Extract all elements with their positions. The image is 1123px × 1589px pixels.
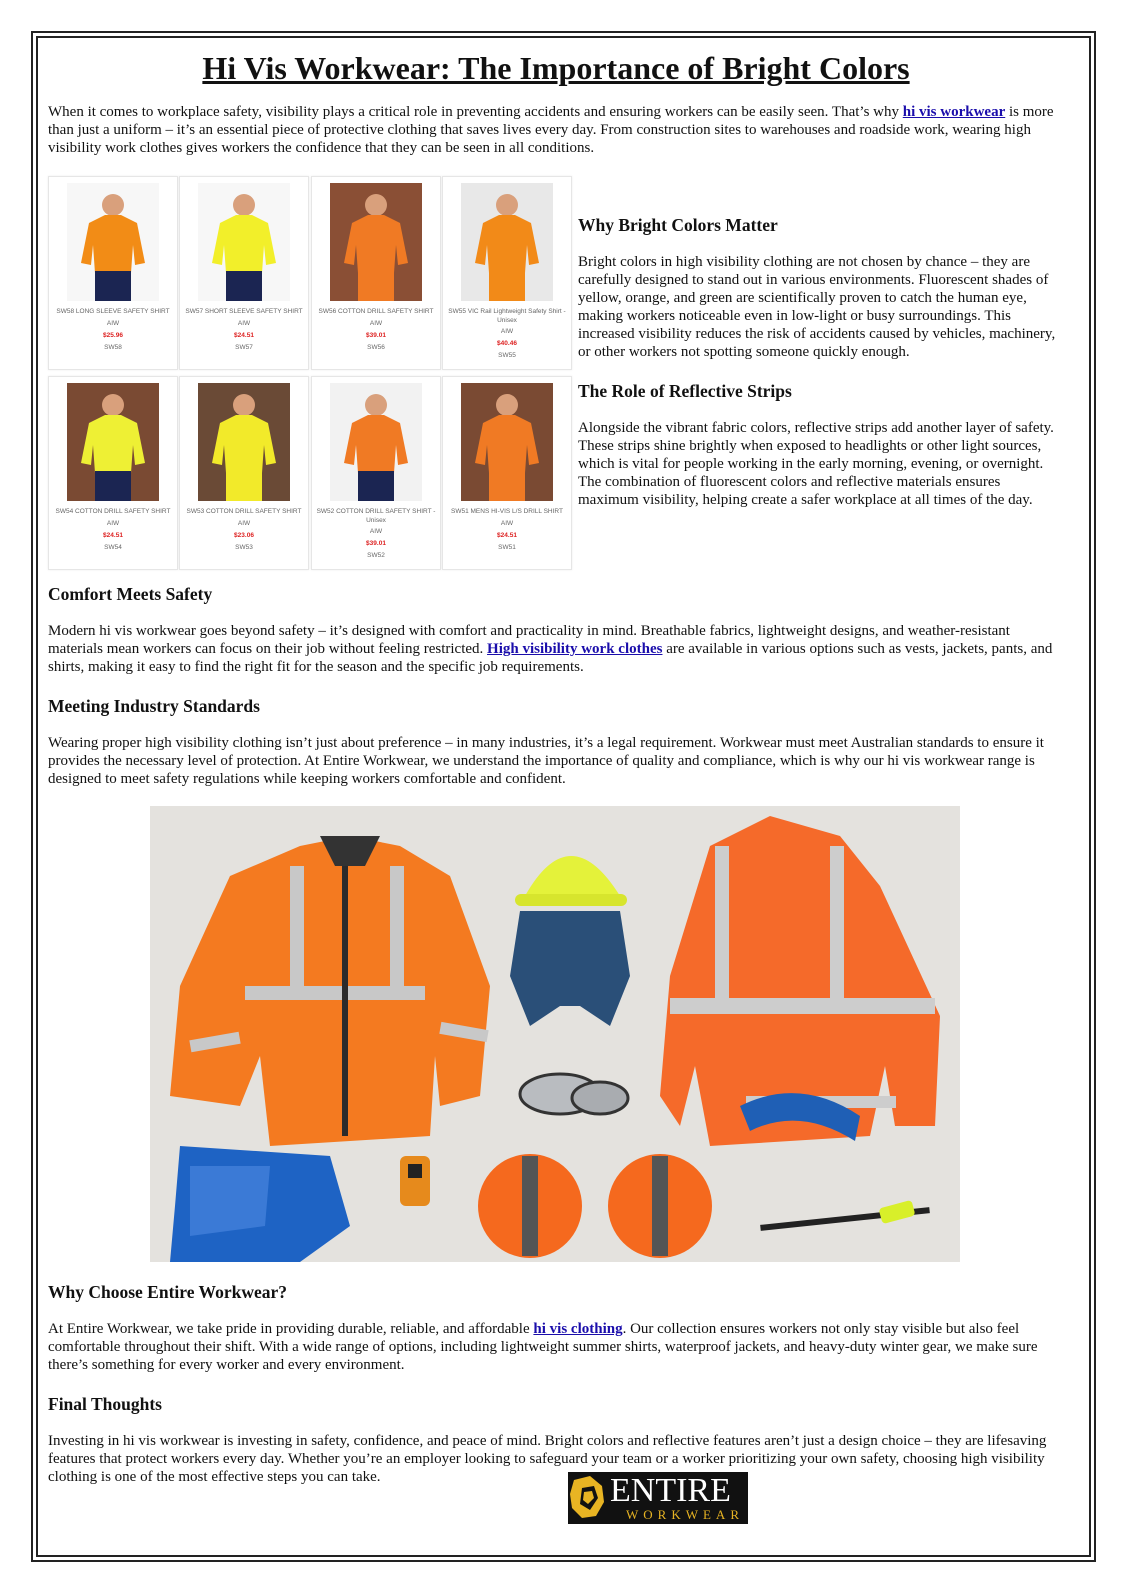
workwear-gear-illustration (150, 806, 960, 1262)
product-card[interactable] (179, 376, 309, 570)
intro-text-post: is more than just a uniform – it’s an essential piece of protective clothing that saves lives every day. From construction sites to warehouses and roadside work, wearing high visibility work clothes gives workers the confidence that they can be seen in all conditions. (48, 104, 1054, 156)
product-card[interactable] (311, 176, 441, 370)
why-bright-section (578, 214, 1062, 361)
product-photo[interactable] (461, 383, 553, 501)
choose-text-pre: At Entire Workwear, we take pride in providing durable, reliable, and affordable (48, 1321, 534, 1337)
intro-paragraph (48, 103, 1064, 157)
product-price: $24.51 (103, 532, 123, 539)
page-title-wrap (48, 48, 1064, 88)
choose-text-post: . Our collection ensures workers not only stay visible but also feel comfortable throughout their shift. With a wide range of options, including lightweight summer shirts, waterproof jackets, and heavy-duty winter gear, we make sure there’s something for every worker and every environment. (48, 1321, 1038, 1373)
product-brand: AIW (106, 320, 120, 327)
product-photo[interactable] (461, 183, 553, 301)
product-name: SW57 SHORT SLEEVE SAFETY SHIRT (185, 308, 303, 315)
product-price: $23.06 (234, 532, 254, 539)
product-brand: AIW (106, 520, 120, 527)
product-photo[interactable] (198, 183, 290, 301)
hi-vis-clothing-link[interactable]: hi vis clothing (533, 1321, 623, 1337)
choose-body (48, 1320, 1064, 1374)
product-name: SW53 COTTON DRILL SAFETY SHIRT (186, 508, 302, 515)
product-price: $39.01 (366, 540, 386, 547)
standards-heading: Meeting Industry Standards (48, 696, 260, 716)
product-photo[interactable] (67, 183, 159, 301)
product-photo[interactable] (198, 383, 290, 501)
workwear-gear-photo (150, 806, 960, 1262)
product-code: SW54 (104, 544, 122, 551)
final-section (48, 1393, 1064, 1486)
product-photo[interactable] (330, 383, 422, 501)
standards-section (48, 695, 1064, 788)
product-code: SW57 (235, 344, 253, 351)
why-bright-body: Bright colors in high visibility clothing are not chosen by chance – they are carefully designed to stand out in various environments. Fluorescent shades of yellow, orange, and green are scientifically proven to catch the human eye, making workers noticeable even in low-light or busy surroundings. This increased visibility reduces the risk of accidents caused by vehicles, machinery, or other workers not spotting someone quickly enough. (578, 254, 1056, 360)
logo-main-text: ENTIRE (610, 1472, 731, 1509)
hi-vis-workwear-link[interactable]: hi vis workwear (902, 104, 1006, 120)
intro-text-pre: When it comes to workplace safety, visibility plays a critical role in preventing accidents and ensuring workers can be easily seen. That’s why (48, 104, 903, 120)
product-code: SW56 (367, 344, 385, 351)
product-card[interactable] (311, 376, 441, 570)
product-card[interactable] (442, 176, 572, 370)
radio-device (400, 1156, 430, 1206)
product-price: $39.01 (366, 332, 386, 339)
product-brand: AIW (369, 528, 383, 535)
reflective-heading: The Role of Reflective Strips (578, 381, 792, 401)
choose-section (48, 1281, 1064, 1374)
product-name: SW55 VIC Rail Lightweight Safety Shirt - Unisex (448, 308, 566, 324)
blue-bag (170, 1146, 350, 1262)
high-visibility-work-clothes-link[interactable]: High visibility work clothes (487, 641, 663, 657)
product-code: SW55 (498, 352, 516, 359)
final-heading: Final Thoughts (48, 1394, 162, 1414)
choose-heading: Why Choose Entire Workwear? (48, 1282, 288, 1302)
product-card[interactable] (48, 376, 178, 570)
product-code: SW58 (104, 344, 122, 351)
logo-sub-text: WORKWEAR (626, 1507, 744, 1522)
product-grid (48, 176, 566, 570)
standards-body: Wearing proper high visibility clothing isn’t just about preference – in many industries, it’s a legal requirement. Workwear must meet Australian standards to ensure it provides the necessary level of protection. At Entire Workwear, we understand the importance of quality and compliance, which is why our hi vis workwear range is designed to meet safety regulations while keeping workers comfortable and confident. (48, 735, 1044, 787)
product-price: $40.46 (497, 340, 517, 347)
product-name: SW54 COTTON DRILL SAFETY SHIRT (55, 508, 171, 515)
product-brand: AIW (500, 328, 514, 335)
product-photo[interactable] (330, 183, 422, 301)
product-brand: AIW (237, 520, 251, 527)
entire-workwear-logo (568, 1472, 748, 1524)
intro-wrap (48, 103, 1064, 157)
product-price: $25.96 (103, 332, 123, 339)
comfort-section (48, 583, 1064, 676)
comfort-body (48, 622, 1064, 676)
comfort-heading: Comfort Meets Safety (48, 584, 213, 604)
product-price: $24.51 (234, 332, 254, 339)
product-code: SW51 (498, 544, 516, 551)
reflective-body: Alongside the vibrant fabric colors, reflective strips add another layer of safety. These strips shine brightly when exposed to headlights or other light sources, which is vital for people working in the early morning, evening, or overnight. The combination of fluorescent colors and reflective materials ensures maximum visibility, helping create a safer workplace at all times of the day. (578, 420, 1054, 508)
comfort-text-pre: Modern hi vis workwear goes beyond safety – it’s designed with comfort and practicality in mind. Breathable fabrics, lightweight designs, and weather-resistant materials mean workers can focus on their job without feeling restricted. (48, 623, 1010, 657)
reflective-section (578, 380, 1062, 509)
product-photo[interactable] (67, 383, 159, 501)
product-name: SW58 LONG SLEEVE SAFETY SHIRT (56, 308, 170, 315)
product-name: SW52 COTTON DRILL SAFETY SHIRT - Unisex (316, 508, 436, 524)
product-brand: AIW (369, 320, 383, 327)
why-bright-heading: Why Bright Colors Matter (578, 215, 778, 235)
page-title: Hi Vis Workwear: The Importance of Bright Colors (202, 50, 910, 86)
product-name: SW51 MENS HI-VIS L/S DRILL SHIRT (451, 508, 563, 515)
product-price: $24.51 (497, 532, 517, 539)
product-card[interactable] (442, 376, 572, 570)
product-card[interactable] (179, 176, 309, 370)
product-brand: AIW (237, 320, 251, 327)
product-brand: AIW (500, 520, 514, 527)
final-body: Investing in hi vis workwear is investing in safety, confidence, and peace of mind. Bright colors and reflective features aren’t just a design choice – they are lifesaving features that protect workers every day. Whether you’re an employer looking to safeguard your team or a worker prioritizing your own safety, choosing high visibility clothing is one of the most effective steps you can take. (48, 1433, 1047, 1485)
product-card[interactable] (48, 176, 178, 370)
comfort-text-post: are available in various options such as vests, jackets, pants, and shirts, making it easy to find the right fit for the season and the specific job requirements. (48, 641, 1053, 675)
product-name: SW56 COTTON DRILL SAFETY SHIRT (318, 308, 434, 315)
product-code: SW52 (367, 552, 385, 559)
product-code: SW53 (235, 544, 253, 551)
